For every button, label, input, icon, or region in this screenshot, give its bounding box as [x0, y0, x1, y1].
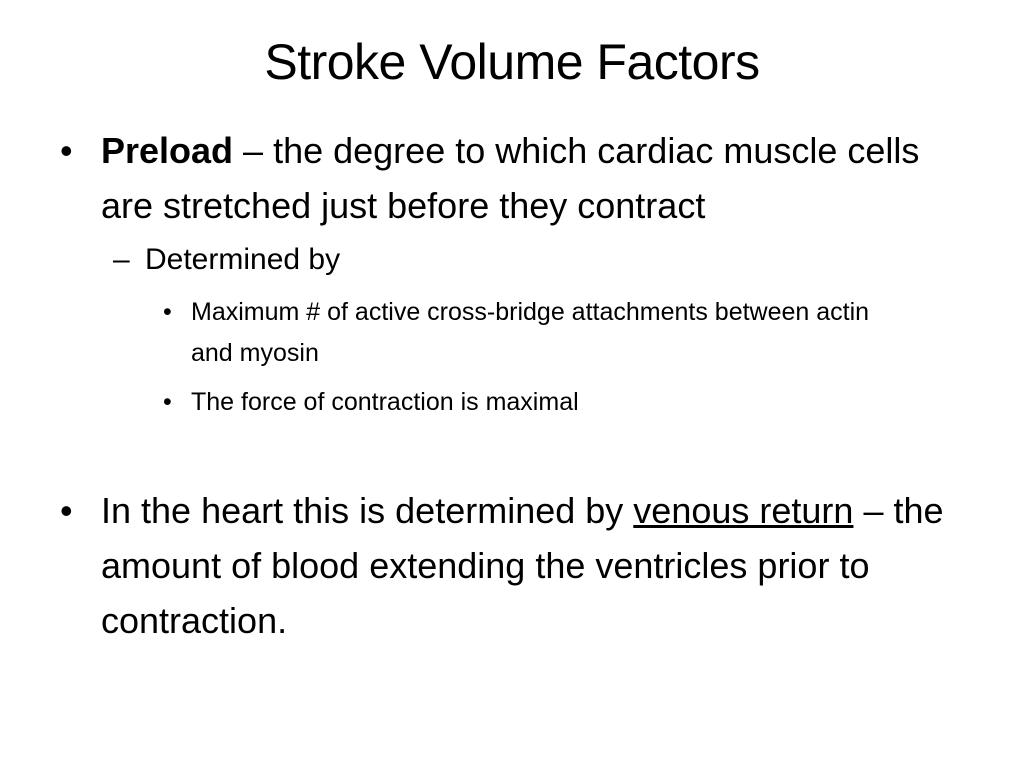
venous-suffix: – the amount of blood extending the ventricles prior to contraction. [101, 490, 944, 641]
bullet-icon: • [60, 490, 73, 531]
bullet-icon: • [163, 298, 172, 326]
term-venous-return: venous return [633, 490, 854, 531]
sub-sub-bullet-cross-bridge [163, 292, 883, 374]
bullet-icon: • [163, 388, 172, 416]
bullet-preload [60, 123, 960, 233]
term-preload: Preload [101, 130, 234, 171]
bullet-icon: • [60, 130, 73, 171]
venous-prefix: In the heart this is determined by [101, 490, 634, 531]
slide-title: Stroke Volume Factors [264, 34, 760, 90]
dash-icon: – [113, 243, 130, 276]
sub-sub-bullet-text: Maximum # of active cross-bridge attachments between actin and myosin [191, 298, 870, 367]
bullet-venous-return [60, 483, 960, 648]
sub-sub-bullet-force [163, 382, 883, 423]
bullet-text [101, 483, 960, 648]
sub-bullet-determined-by [113, 241, 973, 279]
bullet-text [101, 123, 960, 233]
preload-definition: – the degree to which cardiac muscle cells are stretched just before they contract [101, 130, 920, 226]
sub-bullet-text: Determined by [145, 243, 341, 276]
sub-sub-bullet-text: The force of contraction is maximal [191, 388, 579, 416]
